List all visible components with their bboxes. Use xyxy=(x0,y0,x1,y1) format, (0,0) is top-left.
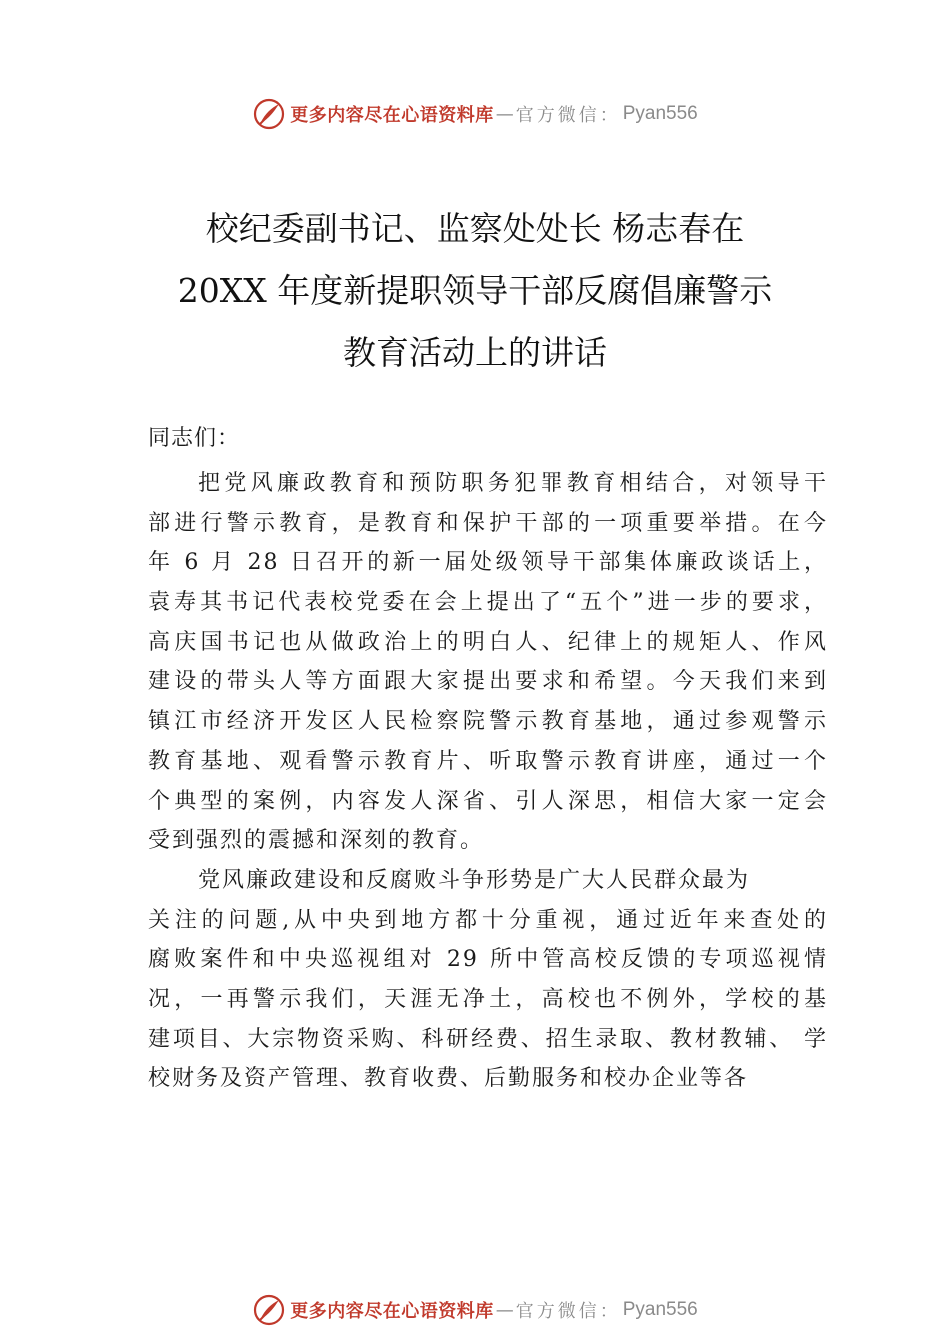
watermark-brand: 更多内容尽在心语资料库 xyxy=(290,1301,494,1322)
body-line: 党风廉政建设和反腐败斗争形势是广大人民群众最为 xyxy=(198,867,751,893)
watermark-dash: — xyxy=(495,1299,514,1321)
document-title xyxy=(100,198,850,384)
body-line: 年 6 月 28 日召开的新一届处级领导干部集体廉政谈话上， xyxy=(148,550,828,576)
greeting: 同志们： xyxy=(148,426,241,451)
watermark-banner-bottom xyxy=(0,1288,950,1332)
watermark-wechat-id: Pyan556 xyxy=(622,1299,698,1320)
title-line-1: 校纪委副书记、监察处处长 杨志春在 xyxy=(205,209,745,248)
body-line: 把党风廉政教育和预防职务犯罪教育相结合，对领导干 xyxy=(198,471,828,496)
body-line: 校财务及资产管理、教育收费、后勤服务和校办企业等各 xyxy=(148,1066,749,1092)
body-line: 建设的带头人等方面跟大家提出要求和希望。今天我们来到 xyxy=(148,669,828,695)
body-line: 腐败案件和中央巡视组对 29 所中管高校反馈的专项巡视情 xyxy=(148,947,828,973)
body-line: 教育基地、观看警示教育片、听取警示教育讲座，通过一个 xyxy=(148,748,828,774)
quill-logo-icon xyxy=(252,1293,286,1327)
body-line: 高庆国书记也从做政治上的明白人、纪律上的规矩人、作风 xyxy=(148,629,828,655)
watermark-banner-top xyxy=(0,92,950,136)
body-line: 镇江市经济开发区人民检察院警示教育基地，通过参观警示 xyxy=(148,709,828,735)
body-line: 建项目、大宗物资采购、科研经费、招生录取、教材教辅、 学 xyxy=(148,1026,828,1052)
watermark-brand: 更多内容尽在心语资料库 xyxy=(290,105,494,126)
body-line: 关注的问题,从中央到地方都十分重视，通过近年来查处的 xyxy=(148,907,828,933)
body-line: 个典型的案例，内容发人深省、引人深思，相信大家一定会 xyxy=(148,788,828,814)
body-line: 袁寿其书记代表校党委在会上提出了“五个”进一步的要求， xyxy=(148,590,828,616)
title-line-3: 教育活动上的讲话 xyxy=(343,333,607,372)
body-line: 况，一再警示我们，天涯无净土，高校也不例外，学校的基 xyxy=(148,986,828,1012)
watermark-official-label: 官方微信： xyxy=(515,1301,621,1322)
body-line: 受到强烈的震撼和深刻的教育。 xyxy=(148,828,485,854)
watermark-official-label: 官方微信： xyxy=(515,105,621,126)
body-line: 部进行警示教育，是教育和保护干部的一项重要举措。在今 xyxy=(148,510,828,536)
document-body xyxy=(148,464,828,1099)
watermark-dash: — xyxy=(495,103,514,125)
watermark-wechat-id: Pyan556 xyxy=(622,103,698,124)
title-line-2: 20XX 年度新提职领导干部反腐倡廉警示 xyxy=(177,271,773,310)
quill-logo-icon xyxy=(252,97,286,131)
